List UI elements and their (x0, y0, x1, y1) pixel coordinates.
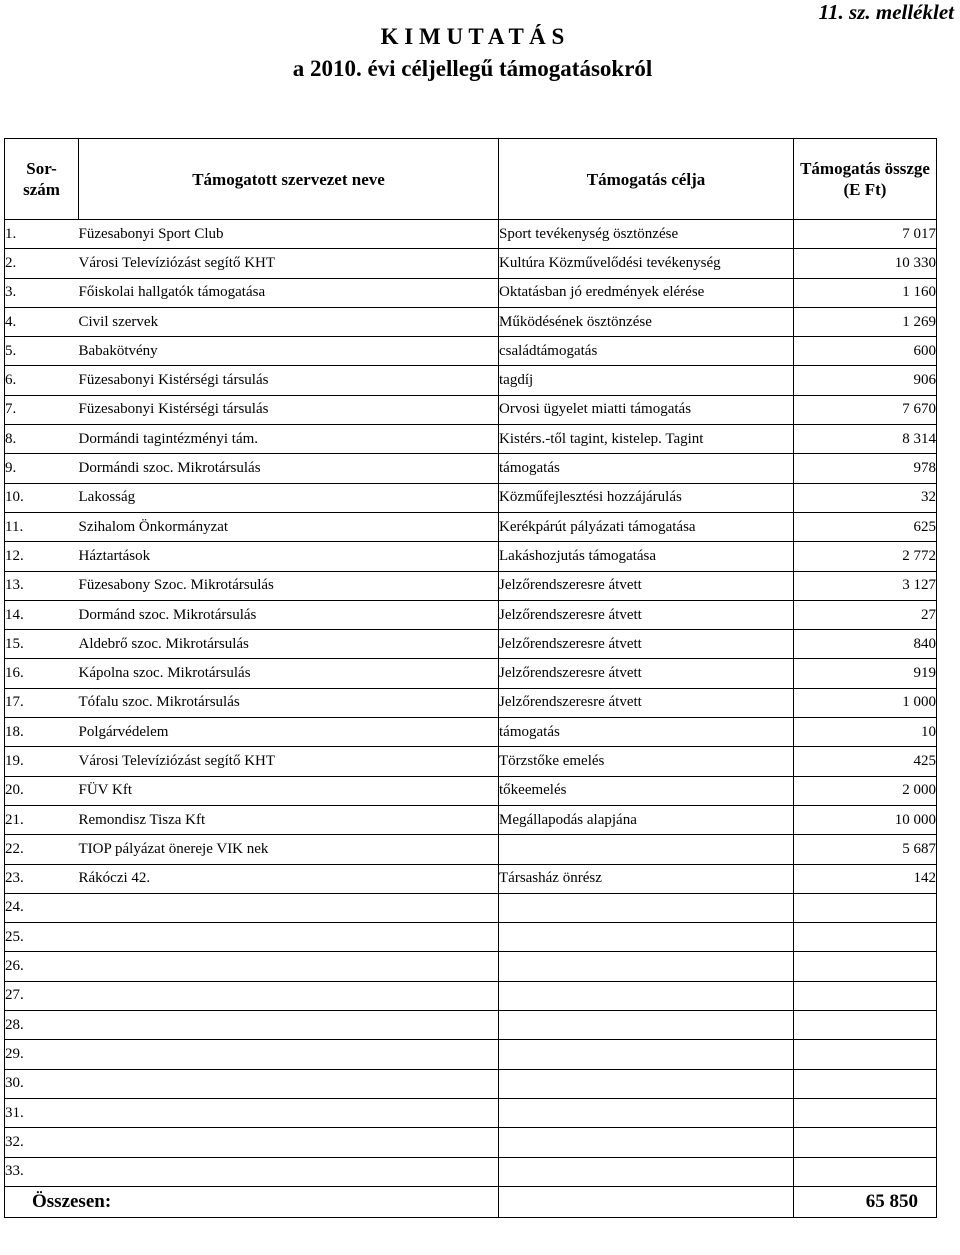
total-label: Összesen: (5, 1186, 499, 1217)
row-amount (794, 952, 937, 981)
row-amount: 600 (794, 337, 937, 366)
table-row (5, 425, 937, 454)
row-number: 21. (5, 805, 79, 834)
header-amount-line1: Támogatás összge (800, 159, 930, 178)
table-row (5, 835, 937, 864)
row-amount: 1 000 (794, 688, 937, 717)
row-number: 17. (5, 688, 79, 717)
total-spacer (499, 1186, 794, 1217)
row-purpose (499, 952, 794, 981)
table-row (5, 893, 937, 922)
row-organization: Aldebrő szoc. Mikrotársulás (79, 630, 499, 659)
row-purpose: Kistérs.-től tagint, kistelep. Tagint (499, 425, 794, 454)
row-number: 25. (5, 923, 79, 952)
row-amount: 32 (794, 483, 937, 512)
row-purpose (499, 981, 794, 1010)
table-row (5, 454, 937, 483)
row-number: 10. (5, 483, 79, 512)
row-organization: Háztartások (79, 542, 499, 571)
row-purpose: Lakáshozjutás támogatása (499, 542, 794, 571)
row-number: 23. (5, 864, 79, 893)
row-purpose (499, 1157, 794, 1186)
row-organization: Füzesabonyi Kistérségi társulás (79, 395, 499, 424)
row-amount: 906 (794, 366, 937, 395)
row-number: 7. (5, 395, 79, 424)
table-row (5, 864, 937, 893)
row-number: 13. (5, 571, 79, 600)
row-organization (79, 1157, 499, 1186)
row-purpose (499, 923, 794, 952)
table-header-row (5, 139, 937, 220)
row-number: 19. (5, 747, 79, 776)
table-row (5, 366, 937, 395)
row-purpose: Jelzőrendszeresre átvett (499, 630, 794, 659)
row-amount: 2 000 (794, 776, 937, 805)
row-purpose (499, 1069, 794, 1098)
row-amount (794, 893, 937, 922)
row-number: 9. (5, 454, 79, 483)
row-organization: Lakosság (79, 483, 499, 512)
row-number: 4. (5, 307, 79, 336)
table-row (5, 542, 937, 571)
row-number: 22. (5, 835, 79, 864)
header-amount (794, 139, 937, 220)
row-purpose: Közműfejlesztési hozzájárulás (499, 483, 794, 512)
row-purpose: Működésének ösztönzése (499, 307, 794, 336)
total-row (5, 1186, 937, 1217)
row-number: 6. (5, 366, 79, 395)
row-amount: 1 269 (794, 307, 937, 336)
row-number: 26. (5, 952, 79, 981)
row-amount: 5 687 (794, 835, 937, 864)
row-organization (79, 923, 499, 952)
table-row (5, 747, 937, 776)
row-amount (794, 1069, 937, 1098)
row-organization: Civil szervek (79, 307, 499, 336)
row-purpose (499, 835, 794, 864)
table-row (5, 1128, 937, 1157)
row-purpose: támogatás (499, 718, 794, 747)
header-purpose: Támogatás célja (499, 139, 794, 220)
row-organization: TIOP pályázat önereje VIK nek (79, 835, 499, 864)
row-amount: 27 (794, 600, 937, 629)
table-row (5, 395, 937, 424)
row-number: 24. (5, 893, 79, 922)
row-number: 16. (5, 659, 79, 688)
row-purpose: Jelzőrendszeresre átvett (499, 688, 794, 717)
row-organization: Rákóczi 42. (79, 864, 499, 893)
row-purpose: Törzstőke emelés (499, 747, 794, 776)
row-number: 28. (5, 1011, 79, 1040)
table-row (5, 600, 937, 629)
row-amount: 8 314 (794, 425, 937, 454)
row-amount: 10 (794, 718, 937, 747)
row-organization: Városi Televíziózást segítő KHT (79, 249, 499, 278)
row-purpose: támogatás (499, 454, 794, 483)
row-purpose: Oktatásban jó eredmények elérése (499, 278, 794, 307)
row-amount (794, 923, 937, 952)
table-row (5, 952, 937, 981)
table-row (5, 220, 937, 249)
header-amount-line2: (E Ft) (843, 180, 887, 199)
header-organization: Támogatott szervezet neve (79, 139, 499, 220)
row-organization: Remondisz Tisza Kft (79, 805, 499, 834)
row-amount: 142 (794, 864, 937, 893)
row-amount (794, 1157, 937, 1186)
row-number: 29. (5, 1040, 79, 1069)
row-purpose: tőkeemelés (499, 776, 794, 805)
row-number: 8. (5, 425, 79, 454)
table-row (5, 688, 937, 717)
row-organization: Szihalom Önkormányzat (79, 512, 499, 541)
row-amount (794, 1128, 937, 1157)
table-row (5, 776, 937, 805)
table-row (5, 249, 937, 278)
table-row (5, 1011, 937, 1040)
row-purpose: Megállapodás alapjána (499, 805, 794, 834)
row-amount: 840 (794, 630, 937, 659)
row-number: 33. (5, 1157, 79, 1186)
row-number: 18. (5, 718, 79, 747)
row-purpose: Társasház önrész (499, 864, 794, 893)
row-amount: 1 160 (794, 278, 937, 307)
row-amount: 2 772 (794, 542, 937, 571)
row-number: 20. (5, 776, 79, 805)
table-row (5, 923, 937, 952)
row-organization: Babakötvény (79, 337, 499, 366)
row-organization: Polgárvédelem (79, 718, 499, 747)
row-number: 3. (5, 278, 79, 307)
table-row (5, 278, 937, 307)
row-purpose: Sport tevékenység ösztönzése (499, 220, 794, 249)
table-row (5, 1157, 937, 1186)
row-amount: 625 (794, 512, 937, 541)
table-row (5, 659, 937, 688)
row-purpose: tagdíj (499, 366, 794, 395)
row-purpose (499, 893, 794, 922)
row-amount (794, 1011, 937, 1040)
row-purpose: Jelzőrendszeresre átvett (499, 571, 794, 600)
row-amount (794, 981, 937, 1010)
table-row (5, 718, 937, 747)
row-organization (79, 952, 499, 981)
document-subtitle: a 2010. évi céljellegű támogatásokról (292, 56, 653, 81)
header-row-number (5, 139, 79, 220)
row-purpose: Jelzőrendszeresre átvett (499, 600, 794, 629)
row-amount: 7 670 (794, 395, 937, 424)
table-row (5, 805, 937, 834)
row-organization: Füzesabonyi Sport Club (79, 220, 499, 249)
row-organization: Főiskolai hallgatók támogatása (79, 278, 499, 307)
row-amount: 3 127 (794, 571, 937, 600)
row-number: 15. (5, 630, 79, 659)
row-purpose: Kultúra Közművelődési tevékenység (499, 249, 794, 278)
row-organization: Füzesabony Szoc. Mikrotársulás (79, 571, 499, 600)
row-amount: 10 000 (794, 805, 937, 834)
row-number: 32. (5, 1128, 79, 1157)
row-organization (79, 1098, 499, 1127)
table-row (5, 337, 937, 366)
row-organization: Füzesabonyi Kistérségi társulás (79, 366, 499, 395)
row-organization: FÜV Kft (79, 776, 499, 805)
row-number: 27. (5, 981, 79, 1010)
row-purpose: Orvosi ügyelet miatti támogatás (499, 395, 794, 424)
row-number: 31. (5, 1098, 79, 1127)
table-row (5, 307, 937, 336)
row-purpose: Jelzőrendszeresre átvett (499, 659, 794, 688)
row-amount (794, 1040, 937, 1069)
row-number: 5. (5, 337, 79, 366)
table-row (5, 1098, 937, 1127)
row-purpose (499, 1011, 794, 1040)
row-purpose: családtámogatás (499, 337, 794, 366)
row-number: 2. (5, 249, 79, 278)
header-row-number-line1: Sor- (26, 159, 57, 178)
row-organization: Tófalu szoc. Mikrotársulás (79, 688, 499, 717)
row-organization (79, 981, 499, 1010)
row-amount: 425 (794, 747, 937, 776)
row-number: 1. (5, 220, 79, 249)
row-organization: Kápolna szoc. Mikrotársulás (79, 659, 499, 688)
row-organization (79, 1011, 499, 1040)
table-body (5, 220, 937, 1187)
row-amount: 7 017 (794, 220, 937, 249)
row-number: 30. (5, 1069, 79, 1098)
header-row-number-line2: szám (23, 180, 60, 199)
row-purpose (499, 1040, 794, 1069)
row-purpose: Kerékpárút pályázati támogatása (499, 512, 794, 541)
row-purpose (499, 1098, 794, 1127)
row-organization (79, 1069, 499, 1098)
row-amount: 978 (794, 454, 937, 483)
table-row (5, 1040, 937, 1069)
table-row (5, 630, 937, 659)
support-table (4, 138, 937, 1218)
row-organization: Dormándi tagintézményi tám. (79, 425, 499, 454)
row-organization (79, 893, 499, 922)
table-row (5, 571, 937, 600)
table-row (5, 981, 937, 1010)
row-number: 11. (5, 512, 79, 541)
row-amount (794, 1098, 937, 1127)
row-organization: Dormánd szoc. Mikrotársulás (79, 600, 499, 629)
table-row (5, 1069, 937, 1098)
row-amount: 919 (794, 659, 937, 688)
document-title: K I M U T A T Á S (380, 24, 565, 49)
annex-label: 11. sz. melléklet (818, 0, 954, 24)
row-organization: Városi Televíziózást segítő KHT (79, 747, 499, 776)
table-row (5, 512, 937, 541)
row-organization (79, 1128, 499, 1157)
row-number: 12. (5, 542, 79, 571)
total-amount: 65 850 (794, 1186, 937, 1217)
row-amount: 10 330 (794, 249, 937, 278)
row-number: 14. (5, 600, 79, 629)
row-purpose (499, 1128, 794, 1157)
row-organization (79, 1040, 499, 1069)
row-organization: Dormándi szoc. Mikrotársulás (79, 454, 499, 483)
table-row (5, 483, 937, 512)
